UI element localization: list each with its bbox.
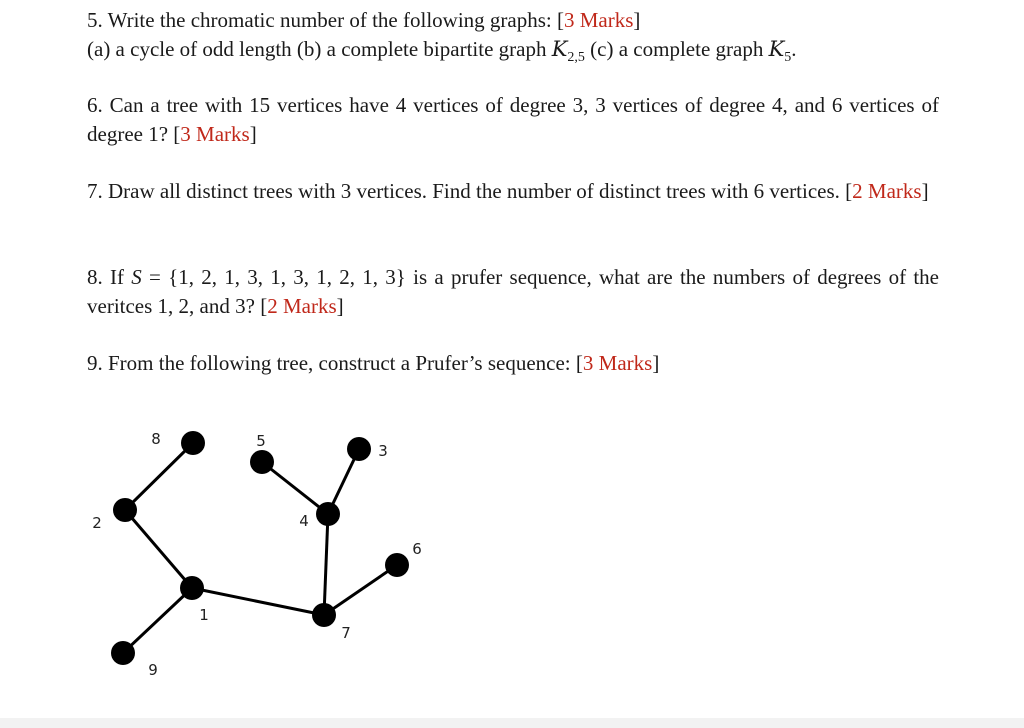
question-6-marks: [3 Marks] [173,122,257,146]
question-9-marks: [3 Marks] [575,351,660,375]
sequence-variable: S [131,265,142,289]
tree-edge-4-5 [262,462,328,514]
tree-vertex-label-9: 9 [148,661,158,679]
question-8-text-a: 8. If [87,265,132,289]
bipartite-symbol: K [551,37,568,61]
question-7-text: 7. Draw all distinct trees with 3 vertices. Find the number of distinct trees with 6 vertices. [87,179,846,203]
tree-edge-2-1 [125,510,192,588]
tree-vertex-label-5: 5 [256,432,266,450]
tree-edge-2-8 [125,443,193,510]
question-7-marks: [2 Marks] [845,179,929,203]
tree-edge-1-7 [192,588,324,615]
tree-edge-1-9 [123,588,192,653]
complete-graph-subscript: 5 [784,50,792,66]
tree-vertex-2 [113,498,137,522]
tree-vertex-5 [250,450,274,474]
bipartite-subscript: 2,5 [567,50,585,66]
tree-vertex-7 [312,603,336,627]
tree-edges [123,443,397,653]
tree-vertex-3 [347,437,371,461]
tree-vertex-8 [181,431,205,455]
complete-graph-symbol: K [768,37,785,61]
tree-vertex-6 [385,553,409,577]
tree-vertex-4 [316,502,340,526]
question-5-options-c: (c) a complete graph [584,37,769,61]
tree-vertex-9 [111,641,135,665]
tree-edge-7-6 [324,565,397,615]
question-8-text-b: = {1, 2, 1, 3, 1, 3, 1, 2, 1, 3} is a prufer sequence, what are the numbers of degrees of the veritces 1, 2, and 3? [87,265,939,318]
question-5-marks: [3 Marks] [556,8,641,32]
question-9-text: 9. From the following tree, construct a Prufer’s sequence: [87,351,576,375]
tree-vertex-label-3: 3 [378,442,388,460]
question-5-prompt: 5. Write the chromatic number of the following graphs: [87,8,557,32]
tree-vertex-label-1: 1 [199,606,209,624]
tree-vertex-label-4: 4 [299,512,309,530]
question-6-text: 6. Can a tree with 15 vertices have 4 vertices of degree 3, 3 vertices of degree 4, and 6 vertices of degree 1? [87,93,939,146]
tree-edge-7-4 [324,514,328,615]
question-5-options-a: (a) a cycle of odd length (b) a complete bipartite graph [87,37,552,61]
question-5-end: . [791,37,797,61]
tree-vertex-1 [180,576,204,600]
question-8-marks: [2 Marks] [260,294,344,318]
bottom-divider [0,718,1024,728]
tree-vertex-label-6: 6 [412,540,422,558]
tree-vertex-label-7: 7 [341,624,351,642]
tree-vertex-label-2: 2 [92,514,102,532]
tree-vertex-label-8: 8 [151,430,161,448]
